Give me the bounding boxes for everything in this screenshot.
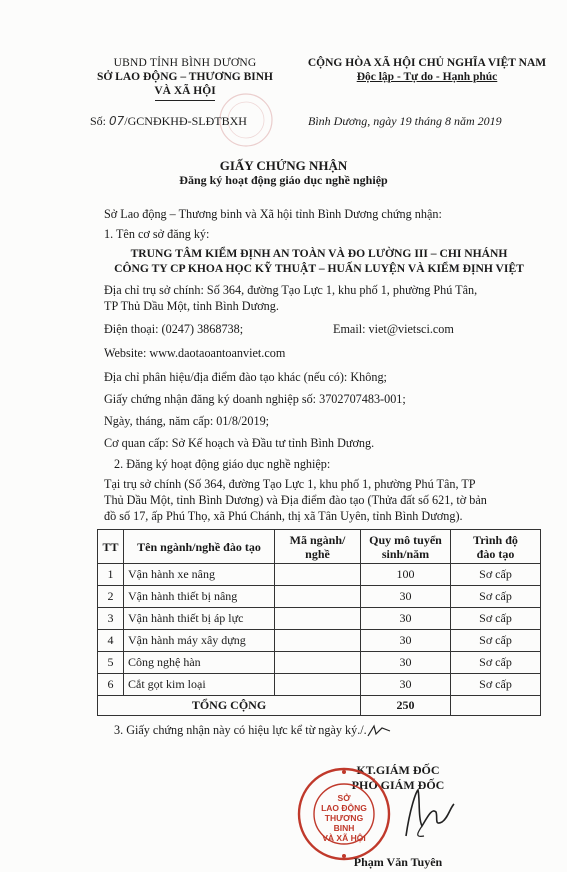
row-name: Vận hành xe nâng (124, 564, 275, 586)
total-level-empty (451, 696, 541, 716)
section-1-heading: 1. Tên cơ sở đăng ký: (104, 227, 210, 241)
nation-motto: Độc lập - Tự do - Hạnh phúc (356, 71, 498, 83)
table-row (98, 608, 541, 630)
org-name-line-2: CÔNG TY CP KHOA HỌC KỸ THUẬT – HUẤN LUYỆN VÀ KIỂM ĐỊNH VIỆT (114, 262, 524, 275)
row-level: Sơ cấp (451, 586, 541, 608)
header-qty (361, 530, 451, 564)
agency-line-1: UBND TỈNH BÌNH DƯƠNG (113, 57, 257, 69)
section-2-line-3: đồ số 17, ấp Phú Thọ, xã Phú Chánh, thị xã Tân Uyên, tỉnh Bình Dương). (104, 509, 463, 523)
header-tt: TT (98, 530, 124, 564)
row-name: Vận hành máy xây dựng (124, 630, 275, 652)
table-row (98, 652, 541, 674)
total-label: TỔNG CỘNG (98, 696, 361, 716)
table-total-row (98, 696, 541, 716)
reference-prefix: Số: (90, 114, 107, 128)
seal-line-4: VÀ XÃ HỘI (322, 833, 366, 843)
header-level-line-2: đào tạo (476, 546, 515, 561)
initial-signature-mark (366, 722, 392, 740)
programs-table (97, 529, 541, 716)
total-value: 250 (361, 696, 451, 716)
header-code-line-1: Mã ngành/ (289, 532, 346, 547)
seal-line-2: LAO ĐỘNG (321, 803, 367, 813)
header-code (275, 530, 361, 564)
row-level: Sơ cấp (451, 674, 541, 696)
header-qty-line-2: sinh/năm (381, 546, 430, 561)
row-code (275, 586, 361, 608)
row-tt: 2 (98, 586, 124, 608)
reference-handwritten-number: 07 (109, 114, 125, 128)
row-level: Sơ cấp (451, 564, 541, 586)
seal-line-3: THƯƠNG BINH (324, 813, 364, 833)
row-code (275, 608, 361, 630)
row-tt: 4 (98, 630, 124, 652)
row-code (275, 630, 361, 652)
seal-line-1: SỞ (337, 793, 351, 803)
address-line-1: Địa chỉ trụ sở chính: Số 364, đường Tạo Lực 1, khu phố 1, phường Phú Tân, (104, 283, 478, 297)
reference-suffix: /GCNĐKHĐ-SLĐTBXH (124, 114, 247, 128)
header-qty-line-1: Quy mô tuyển (369, 532, 442, 547)
row-qty: 100 (361, 564, 451, 586)
header-level-line-1: Trình độ (473, 532, 518, 547)
agency-underline (155, 100, 215, 101)
issue-place-date: Bình Dương, ngày 19 tháng 8 năm 2019 (308, 114, 502, 128)
header-level (451, 530, 541, 564)
website-text: Website: www.daotaoantoanviet.com (104, 346, 286, 360)
section-3-text: 3. Giấy chứng nhận này có hiệu lực kể từ ngày ký./. (114, 723, 367, 737)
row-qty: 30 (361, 652, 451, 674)
table-header-row (98, 530, 541, 564)
table-row (98, 564, 541, 586)
row-level: Sơ cấp (451, 608, 541, 630)
row-code (275, 652, 361, 674)
row-level: Sơ cấp (451, 630, 541, 652)
table-row (98, 674, 541, 696)
row-qty: 30 (361, 608, 451, 630)
row-qty: 30 (361, 586, 451, 608)
address-line-2: TP Thủ Dầu Một, tỉnh Bình Dương. (104, 299, 279, 313)
business-cert-text: Giấy chứng nhận đăng ký doanh nghiệp số: 3702707483-001; (104, 392, 406, 406)
email-text: Email: viet@vietsci.com (333, 322, 454, 336)
intro-text: Sở Lao động – Thương binh và Xã hội tỉnh Bình Dương chứng nhận: (104, 207, 442, 221)
section-2-heading: 2. Đăng ký hoạt động giáo dục nghề nghiệp: (114, 457, 331, 471)
document-subtitle: Đăng ký hoạt động giáo dục nghề nghiệp (179, 173, 388, 187)
issuer-text: Cơ quan cấp: Sở Kế hoạch và Đầu tư tỉnh Bình Dương. (104, 436, 375, 450)
org-name-line-1: TRUNG TÂM KIỂM ĐỊNH AN TOÀN VÀ ĐO LƯỜNG III – CHI NHÁNH (130, 247, 508, 260)
nation-header (292, 56, 562, 84)
row-name: Công nghệ hàn (124, 652, 275, 674)
nation-line-1: CỘNG HÒA XÃ HỘI CHỦ NGHĨA VIỆT NAM (307, 57, 547, 69)
row-name: Vận hành thiết bị nâng (124, 586, 275, 608)
header-name: Tên ngành/nghề đào tạo (124, 530, 275, 564)
issue-date-text: Ngày, tháng, năm cấp: 01/8/2019; (104, 414, 270, 428)
row-tt: 3 (98, 608, 124, 630)
row-code (275, 674, 361, 696)
table-row (98, 586, 541, 608)
row-tt: 1 (98, 564, 124, 586)
signatory-name: Phạm Văn Tuyên (353, 855, 443, 869)
table-row (98, 630, 541, 652)
section-2-line-2: Thủ Dầu Một, tỉnh Bình Dương) và Địa điểm đào tạo (Thửa đất số 621, tờ bản (104, 493, 487, 507)
agency-line-2: SỞ LAO ĐỘNG – THƯƠNG BINH (96, 71, 274, 83)
reference-number (90, 114, 247, 129)
row-name: Cắt gọt kim loại (124, 674, 275, 696)
handwritten-signature (388, 778, 458, 848)
row-name: Vận hành thiết bị áp lực (124, 608, 275, 630)
header-code-line-2: nghề (305, 546, 330, 561)
row-code (275, 564, 361, 586)
agency-header (70, 56, 300, 101)
branch-text: Địa chỉ phân hiệu/địa điểm đào tạo khác (nếu có): Không; (104, 370, 387, 384)
row-tt: 5 (98, 652, 124, 674)
row-tt: 6 (98, 674, 124, 696)
document-title: GIẤY CHỨNG NHẬN (219, 158, 348, 173)
signatory-role-2: PHÓ GIÁM ĐỐC (351, 778, 445, 792)
seal-center-text (318, 793, 370, 843)
row-qty: 30 (361, 630, 451, 652)
phone-text: Điện thoại: (0247) 3868738; (104, 322, 244, 336)
row-level: Sơ cấp (451, 652, 541, 674)
row-qty: 30 (361, 674, 451, 696)
section-2-line-1: Tại trụ sở chính (Số 364, đường Tạo Lực 1, khu phố 1, phường Phú Tân, TP (104, 477, 476, 491)
agency-line-3: VÀ XÃ HỘI (154, 85, 216, 97)
signatory-role-1: KT.GIÁM ĐỐC (356, 763, 440, 777)
